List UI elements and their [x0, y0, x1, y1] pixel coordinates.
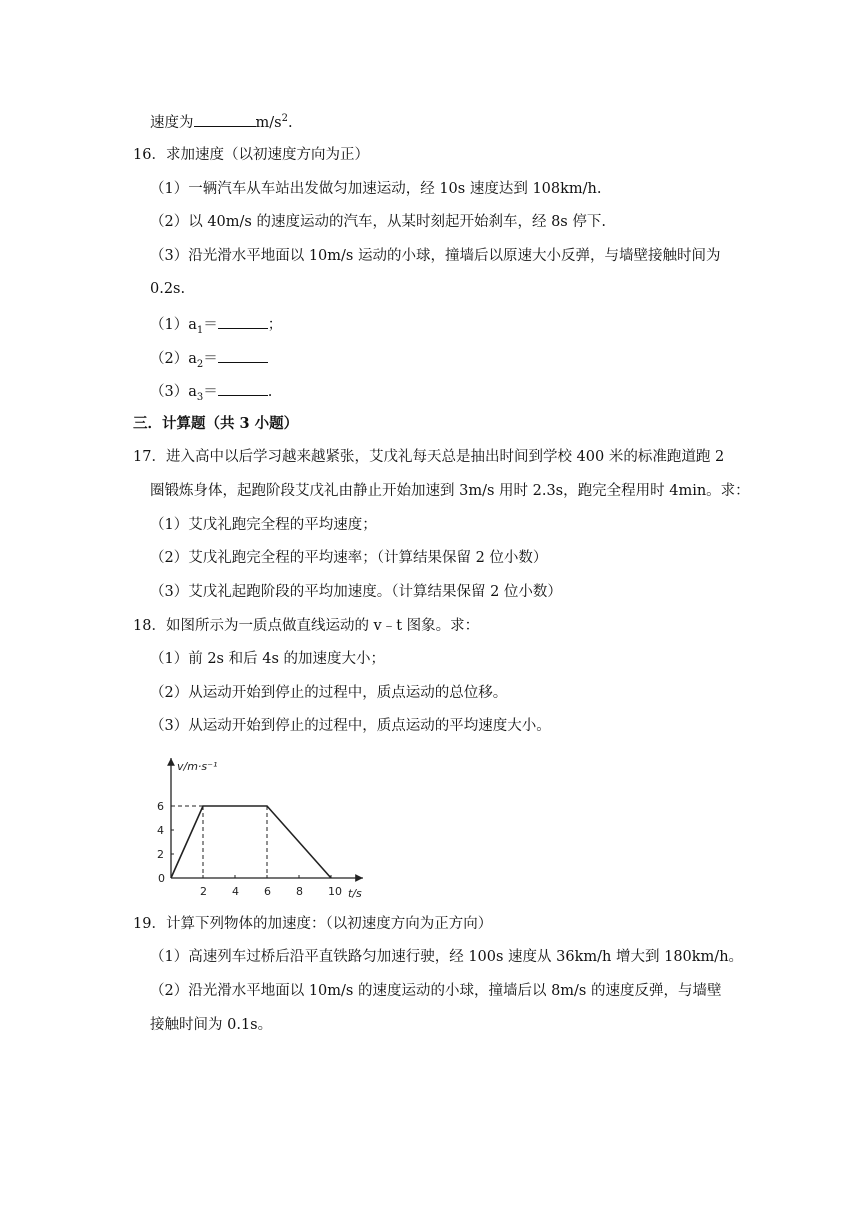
question-16-item: 0.2s. — [150, 281, 186, 297]
x-tick-label: 0 — [158, 872, 165, 885]
answer-a3-line: $(3)a_3=$ . — [150, 380, 272, 402]
vt-graph — [145, 752, 375, 904]
vt-line — [171, 806, 331, 878]
question-18-line: （2）从运动开始到停止的过程中，质点运动的总位移。 — [150, 685, 508, 701]
question-17-line: （2）艾戊礼跑完全程的平均速率；（计算结果保留 2 位小数） — [150, 550, 548, 566]
question-19-line: （2）沿光滑水平地面以 10m/s 的速度运动的小球，撞墙后以 8m/s 的速度反弹，与墙壁 — [150, 983, 722, 999]
answer-blank[interactable] — [218, 380, 268, 396]
question-16-item: （1）一辆汽车从车站出发做匀加速运动，经 10s 速度达到 108km/h. — [150, 181, 602, 197]
question-18-line: （1）前 2s 和后 4s 的加速度大小； — [150, 651, 385, 667]
x-tick-label: 8 — [296, 885, 303, 898]
question-17-line: （1）艾戊礼跑完全程的平均速度； — [150, 517, 377, 533]
question-19-line: 接触时间为 0.1s。 — [150, 1017, 273, 1033]
question-19-line: 19．计算下列物体的加速度：（以初速度方向为正方向） — [133, 916, 493, 932]
x-tick-label: 2 — [200, 885, 207, 898]
q15-answer-line: 速度为 $m/s^2$. — [150, 111, 293, 133]
y-tick-label: 4 — [157, 824, 164, 837]
question-17-line: 17．进入高中以后学习越来越紧张，艾戊礼每天总是抽出时间到学校 400 米的标准跑道跑 2 — [133, 449, 725, 465]
x-axis-label: t/s — [348, 887, 362, 900]
question-18-line: （3）从运动开始到停止的过程中，质点运动的平均速度大小。 — [150, 718, 551, 734]
answer-a1-line: $(1)a_1=$ ； — [150, 313, 282, 335]
question-17-line: （3）艾戊礼起跑阶段的平均加速度。（计算结果保留 2 位小数） — [150, 584, 562, 600]
section-title: 三．计算题（共 3 小题） — [133, 415, 299, 432]
answer-a2-line: $(2)a_2=$ — [150, 347, 268, 369]
question-16-title: 16．求加速度（以初速度方向为正） — [133, 147, 369, 163]
question-16-item: （3）沿光滑水平地面以 10m/s 运动的小球，撞墙后以原速大小反弹，与墙壁接触时间为 — [150, 248, 721, 264]
x-tick-label: 4 — [232, 885, 239, 898]
x-tick-label: 10 — [328, 885, 342, 898]
y-axis-label: v/m·s⁻¹ — [177, 760, 218, 773]
answer-blank[interactable] — [218, 347, 268, 363]
answer-blank[interactable] — [218, 313, 268, 329]
question-19-line: （1）高速列车过桥后沿平直铁路匀加速行驶，经 100s 速度从 36km/h 增大到 180km/h。 — [150, 949, 744, 965]
y-tick-label: 6 — [157, 800, 164, 813]
question-16-item: （2）以 40m/s 的速度运动的汽车，从某时刻起开始刹车，经 8s 停下. — [150, 214, 606, 230]
x-tick-label: 6 — [264, 885, 271, 898]
question-17-line: 圈锻炼身体，起跑阶段艾戊礼由静止开始加速到 3m/s 用时 2.3s，跑完全程用时 4min。求： — [150, 483, 750, 499]
answer-blank[interactable] — [194, 111, 256, 127]
question-18-line: 18．如图所示为一质点做直线运动的 v﹣t 图象。求： — [133, 618, 480, 634]
y-tick-label: 2 — [157, 848, 164, 861]
